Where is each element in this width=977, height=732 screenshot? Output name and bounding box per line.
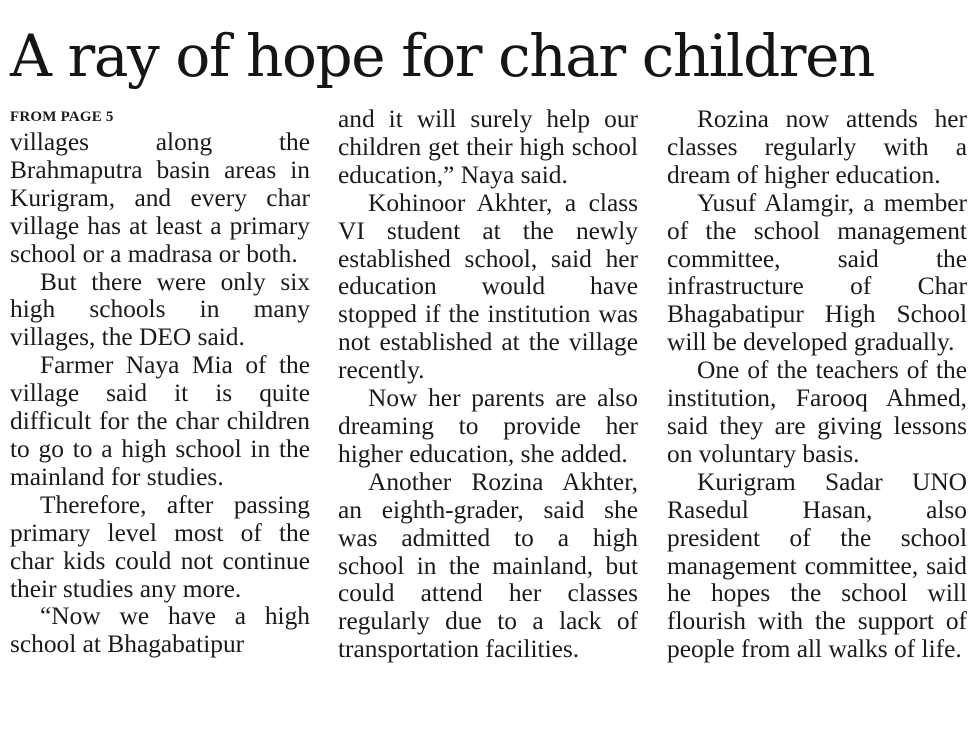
continuation-kicker: FROM PAGE 5 <box>10 109 114 125</box>
headline: A ray of hope for char children <box>10 22 875 90</box>
article-column-3 <box>667 106 967 664</box>
article-column-1 <box>10 106 310 659</box>
paragraph: Kurigram Sadar UNO Rasedul Hasan, also president of the school management committee, said he hopes the school will flourish with the support of people from all walks of life. <box>667 467 967 664</box>
paragraph: Therefore, after passing primary level most of the char kids could not continue their studies any more. <box>10 490 310 603</box>
paragraph: Yusuf Alamgir, a member of the school management committee, said the infrastructure of Char Bhagabatipur High School will be developed gradually. <box>667 188 967 357</box>
paragraph: But there were only six high schools in many villages, the DEO said. <box>10 267 310 352</box>
paragraph: and it will surely help our children get their high school education,” Naya said. <box>338 105 638 189</box>
paragraph: Kohinoor Akhter, a class VI student at the newly established school, said her education would have stopped if the institution was not established at the village recently. <box>338 188 638 385</box>
paragraph: Another Rozina Akhter, an eighth-grader, said she was admitted to a high school in the mainland, but could attend her classes regularly due to a lack of transportation facilities. <box>338 467 638 664</box>
paragraph: One of the teachers of the institution, Farooq Ahmed, said they are giving lessons on voluntary basis. <box>667 356 967 468</box>
paragraph: “Now we have a high school at Bhagabatipur <box>10 602 310 659</box>
paragraph: Farmer Naya Mia of the village said it is quite difficult for the char children to go to a high school in the mainland for studies. <box>10 351 310 491</box>
paragraph: Rozina now attends her classes regularly with a dream of higher education. <box>667 105 967 189</box>
article-column-2 <box>338 106 638 664</box>
paragraph: Now her parents are also dreaming to provide her higher education, she added. <box>338 384 638 468</box>
paragraph: villages along the Brahmaputra basin areas in Kurigram, and every char village has at least a primary school or a madrasa or both. <box>10 128 310 268</box>
